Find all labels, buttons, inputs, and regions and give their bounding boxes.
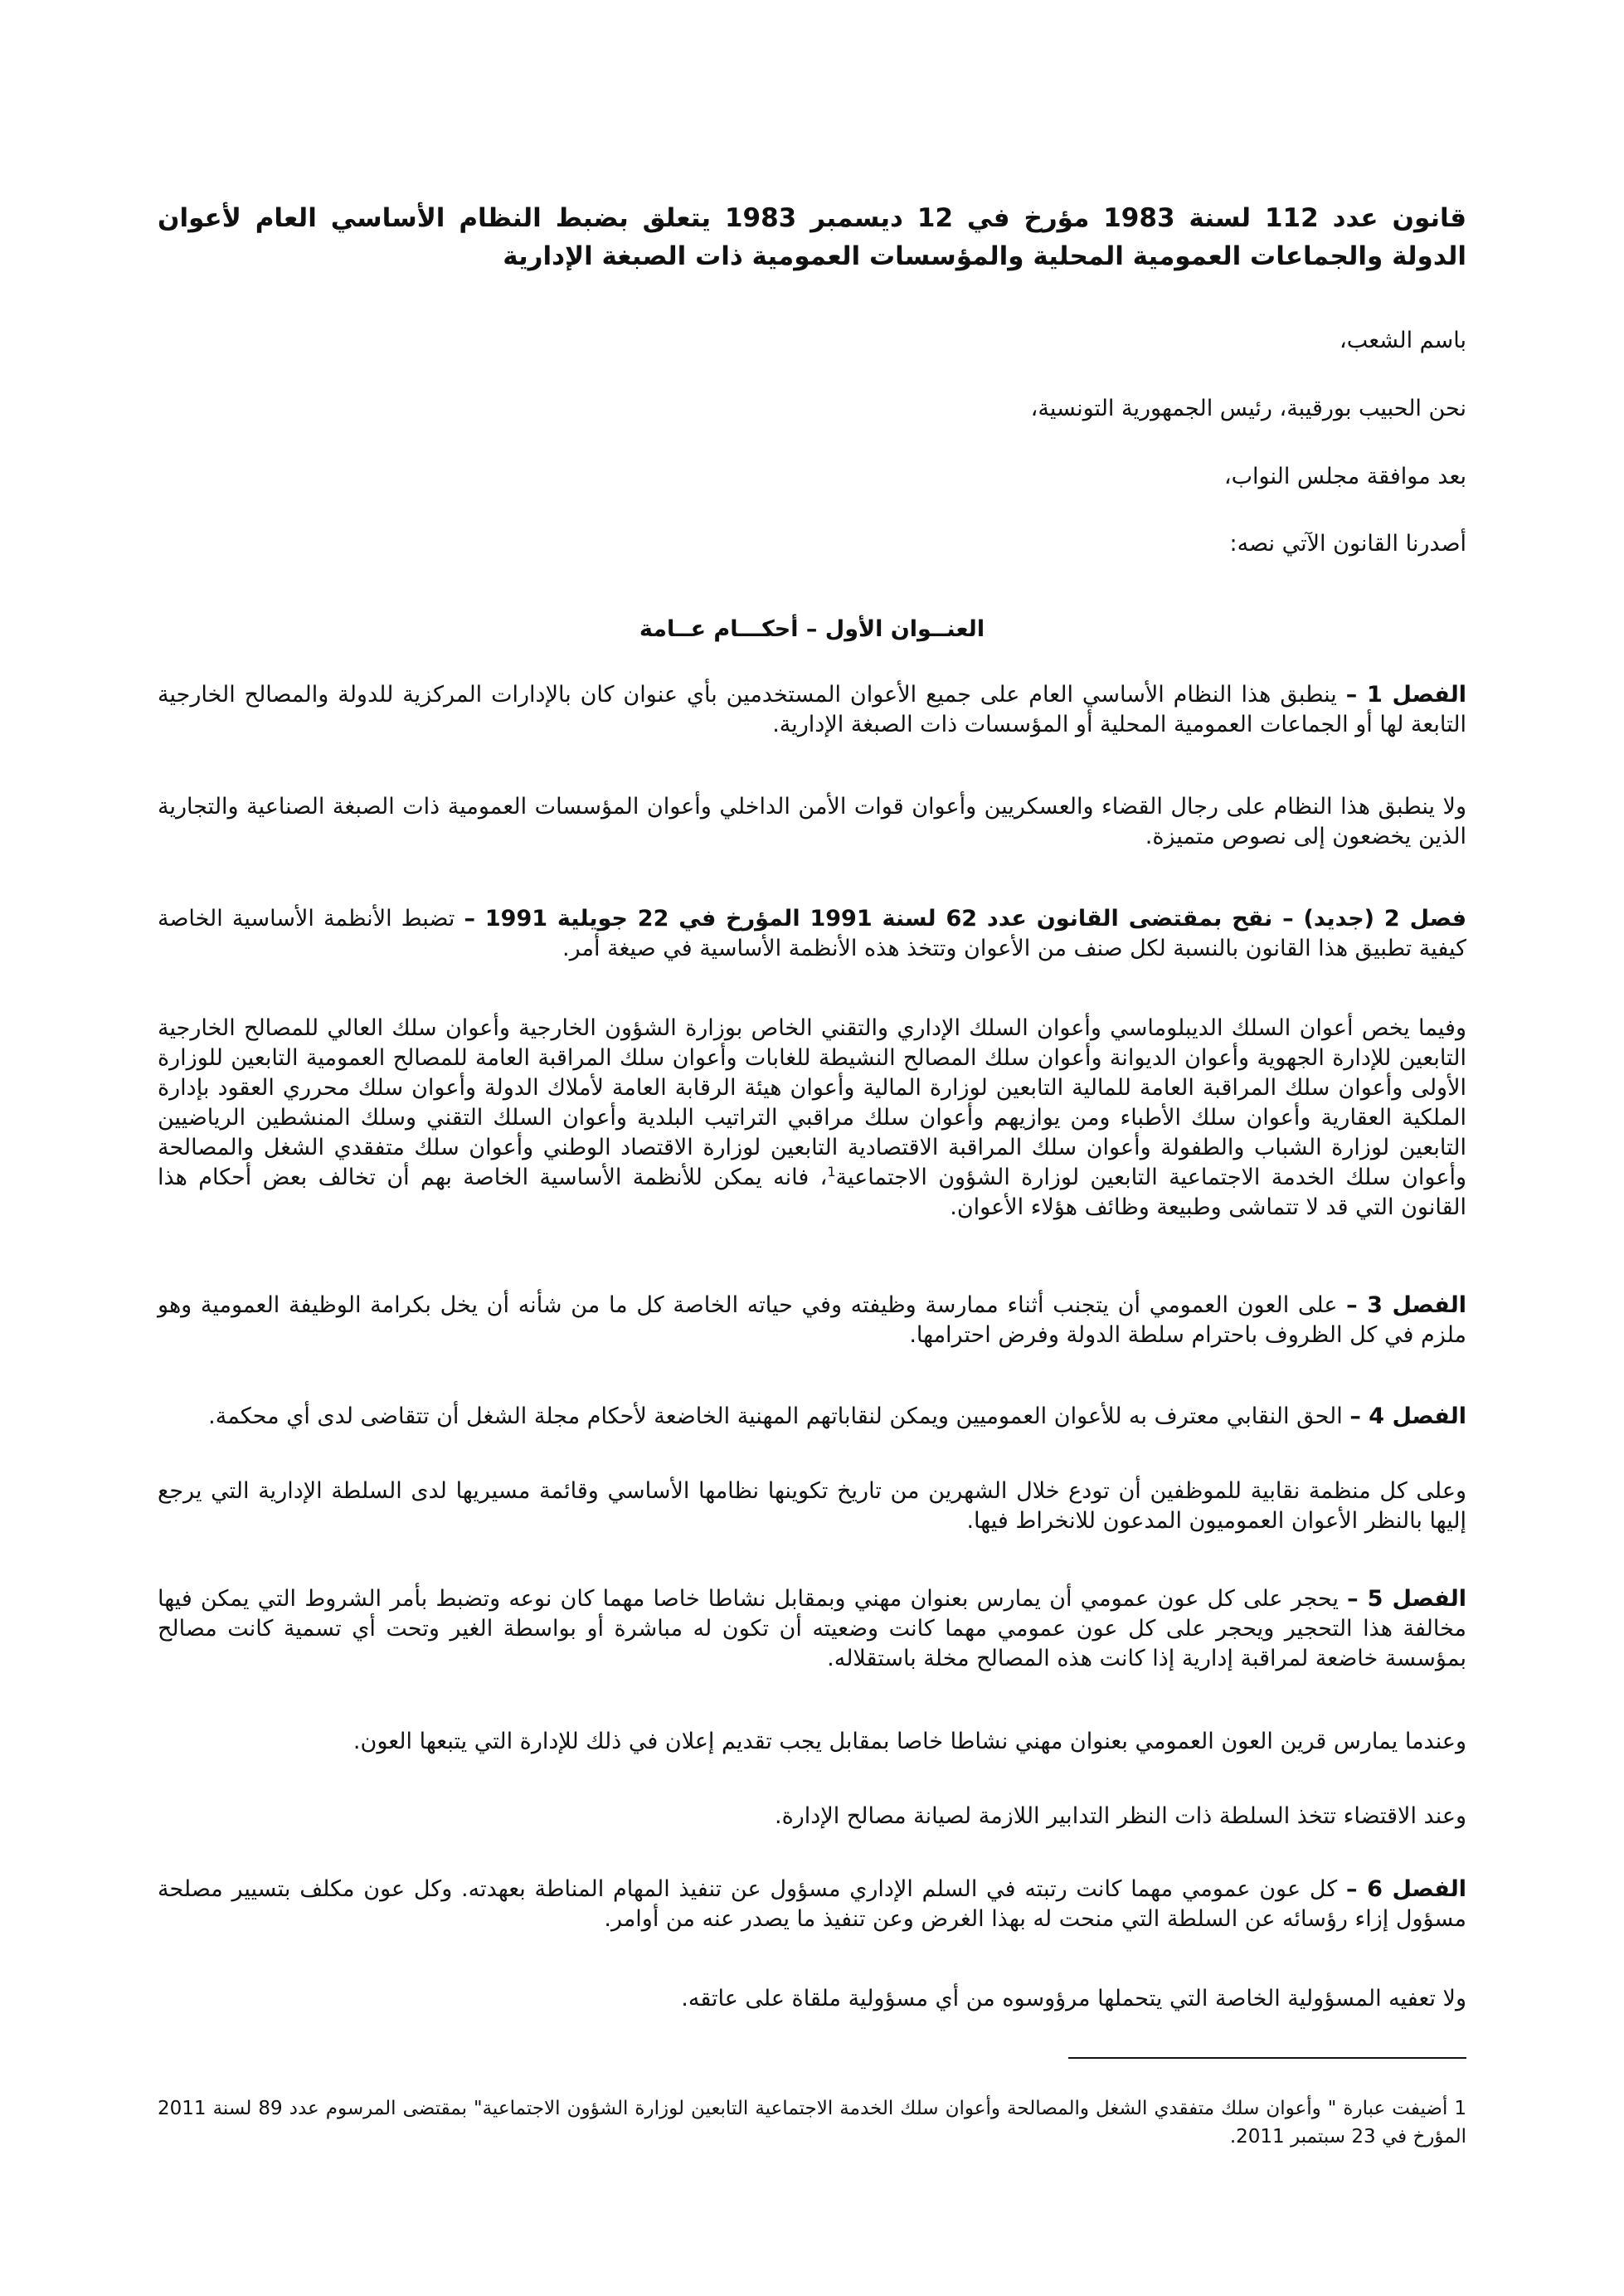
article-lead: الفصل 3 – <box>1346 1292 1466 1318</box>
article-lead: فصل 2 (جديد) – نقح بمقتضى القانون عدد 62 لسنة 1991 المؤرخ في 22 جويلية 1991 – <box>464 906 1467 932</box>
document-page <box>158 0 1466 2296</box>
footnote-text: أضيفت عبارة " وأعوان سلك متفقدي الشغل والمصالحة وأعوان سلك الخدمة الاجتماعية التابعين لوزارة الشؤون الاجتماعية" بمقتضى المرسوم عدد 89 لسنة 2011 المؤرخ في 23 سبتمبر 2011. <box>158 2098 1466 2148</box>
article-2-special-corps-paragraph <box>158 1014 1466 1223</box>
article-2-paragraph <box>158 904 1466 964</box>
article-lead: الفصل 1 – <box>1345 682 1467 708</box>
article-text: كل عون عمومي مهما كانت رتبته في السلم الإداري مسؤول عن تنفيذ المهام المناطة بعهدته. وكل عون مكلف بتسيير مصلحة مسؤول إزاء رؤسائه عن السلطة التي منحت له بهذا الغرض وعن تنفيذ ما يصدر عنه من أوامر. <box>158 1876 1466 1932</box>
article-text: تضبط الأنظمة الأساسية الخاصة كيفية تطبيق هذا القانون بالنسبة لكل صنف من الأعوان وتتخذ هذه الأنظمة الأساسية في صيغة أمر. <box>158 906 1466 961</box>
article-text: يحجر على كل عون عمومي أن يمارس بعنوان مهني وبمقابل نشاطا خاصا مهما كان نوعه وتضبط بأمر الشروط التي يمكن فيها مخالفة هذا التحجير ويحجر على كل عون عمومي مهما كانت وضعيته أن تكون له مباشرة أو بواسطة الغير وتحت أي تسمية كانت مصالح بمؤسسة خاضعة لمراقبة إدارية إذا كانت هذه المصالح مخلة باستقلاله. <box>158 1586 1466 1671</box>
article-lead: الفصل 5 – <box>1347 1586 1466 1612</box>
article-text: الحق النقابي معترف به للأعوان العموميين ويمكن لنقاباتهم المهنية الخاضعة لأحكام مجلة الشغل أن تتقاضى لدى أي محكمة. <box>208 1403 1350 1429</box>
article-4-union-paragraph <box>158 1476 1466 1536</box>
article-text: وفيما يخص أعوان السلك الديبلوماسي وأعوان السلك الإداري والتقني الخاص بوزارة الشؤون الخارجية وأعوان سلك العالي للمصالح الخارجية التابعين للإدارة الجهوية وأعوان الديوانة وأعوان سلك المصالح النشيطة للغابات وأعوان سلك المراقبة العامة للمصالح العمومية التابعين للوزارة الأولى وأعوان سلك المراقبة العامة للمالية التابعين لوزارة المالية وأعوان هيئة الرقابة العامة لأملاك الدولة وأعوان سلك محرري العقود بإدارة الملكية العقارية وأعوان سلك الأطباء ومن يوازيهم وأعوان سلك مراقبي التراتيب البلدية وأعوان السلك التقني وسلك المنشطين الرياضيين التابعين لوزارة الشباب والطفولة وأعوان سلك المراقبة الاقتصادية التابعين لوزارة الاقتصاد الوطني وأعوان سلك متفقدي الشغل والمصالحة وأعوان سلك الخدمة الاجتماعية التابعين لوزارة الشؤون الاجتماعية <box>158 1015 1466 1190</box>
article-text: وعلى كل منظمة نقابية للموظفين أن تودع خلال الشهرين من تاريخ تكوينها نظامها الأساسي وقائمة مسيريها لدى السلطة الإدارية التي يرجع إليها بالنظر الأعوان العموميون المدعون للانخراط فيها. <box>158 1478 1466 1534</box>
preamble-line-4: أصدرنا القانون الآتي نصه: <box>1229 531 1466 557</box>
article-text: وعندما يمارس قرين العون العمومي بعنوان مهني نشاطا خاصا بمقابل يجب تقديم إعلان في ذلك للإدارة التي يتبعها العون. <box>353 1729 1466 1754</box>
footnote <box>158 2094 1466 2151</box>
article-1-paragraph <box>158 680 1466 740</box>
preamble-line-3: بعد موافقة مجلس النواب، <box>1223 464 1466 489</box>
article-5-measures-paragraph <box>158 1802 1466 1831</box>
preamble-line-1: باسم الشعب، <box>1340 328 1466 353</box>
article-6-paragraph <box>158 1875 1466 1934</box>
section-heading: العنــوان الأول – أحكـــام عــامة <box>639 616 985 642</box>
article-text-tail: ، فانه يمكن للأنظمة الأساسية الخاصة بهم أن تخالف بعض أحكام هذا القانون التي قد لا تتماشى وطبيعة وظائف هؤلاء الأعوان. <box>158 1165 1466 1220</box>
article-6-responsibility-paragraph <box>158 1984 1466 2014</box>
preamble-line-2: نحن الحبيب بورقيبة، رئيس الجمهورية التونسية، <box>1030 396 1466 421</box>
article-1-exclusion-paragraph <box>158 792 1466 852</box>
article-text: ينطبق هذا النظام الأساسي العام على جميع الأعوان المستخدمين بأي عنوان كان بالإدارات المركزية للدولة والمصالح الخارجية التابعة لها أو الجماعات العمومية المحلية أو المؤسسات ذات الصبغة الإدارية. <box>158 682 1466 737</box>
article-4-paragraph <box>158 1402 1466 1432</box>
footnote-separator <box>1068 2057 1466 2059</box>
article-lead: الفصل 4 – <box>1349 1403 1466 1429</box>
document-title: قانون عدد 112 لسنة 1983 مؤرخ في 12 ديسمبر 1983 يتعلق بضبط النظام الأساسي العام لأعوان الدولة والجماعات العمومية المحلية والمؤسسات العمومية ذات الصبغة الإدارية <box>158 203 1466 271</box>
article-text: ولا تعفيه المسؤولية الخاصة التي يتحملها مرؤوسوه من أي مسؤولية ملقاة على عاتقه. <box>681 1986 1466 2011</box>
article-text: على العون العمومي أن يتجنب أثناء ممارسة وظيفته وفي حياته الخاصة كل ما من شأنه أن يخل بكرامة الوظيفة العمومية وهو ملزم في كل الظروف باحترام سلطة الدولة وفرض احترامها. <box>158 1292 1466 1348</box>
footnote-reference[interactable]: 1 <box>827 1164 836 1180</box>
article-3-paragraph <box>158 1291 1466 1350</box>
article-5-paragraph <box>158 1584 1466 1674</box>
article-5-spouse-paragraph <box>158 1727 1466 1757</box>
article-text: ولا ينطبق هذا النظام على رجال القضاء والعسكريين وأعوان قوات الأمن الداخلي وأعوان المؤسسات العمومية ذات الصبغة الصناعية والتجارية الذين يخضعون إلى نصوص متميزة. <box>158 794 1466 849</box>
footnote-number: 1 <box>1454 2098 1466 2119</box>
article-lead: الفصل 6 – <box>1345 1876 1466 1902</box>
article-text: وعند الاقتضاء تتخذ السلطة ذات النظر التدابير اللازمة لصيانة مصالح الإدارة. <box>775 1803 1466 1829</box>
